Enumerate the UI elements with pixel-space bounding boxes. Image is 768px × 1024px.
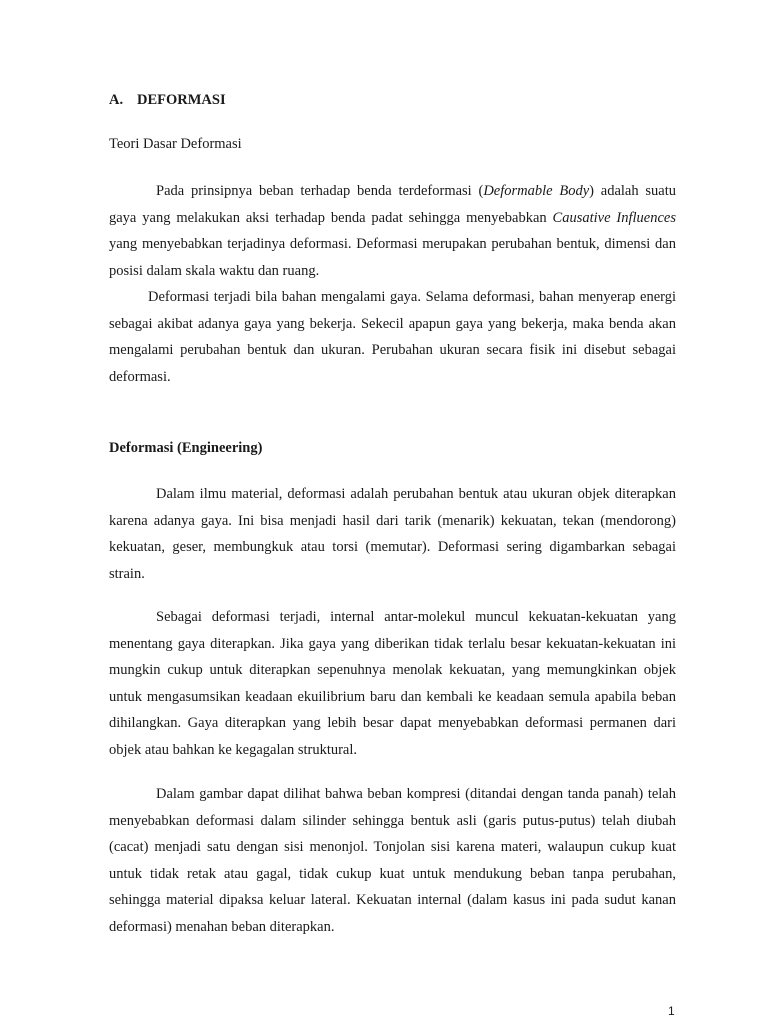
- paragraph-1-text-a: Pada prinsipnya beban terhadap benda terdeformasi (: [156, 183, 484, 199]
- section-number: A.: [109, 92, 124, 108]
- page-number: 1: [668, 1004, 675, 1018]
- section-title-engineering: Deformasi (Engineering): [109, 440, 263, 456]
- paragraph-1-italic-term-b: Causative Influences: [552, 209, 676, 226]
- section-heading: [109, 90, 226, 110]
- section-heading-title: DEFORMASI: [137, 92, 226, 108]
- paragraph-1-italic-term-a: Deformable Body: [483, 183, 590, 199]
- paragraph-1-text-b: ) adalah suatu gaya yang melakukan aksi terhadap benda padat sehingga menyebabkan: [109, 183, 676, 226]
- subtitle: Teori Dasar Deformasi: [109, 136, 242, 152]
- paragraph-2: Deformasi terjadi bila bahan mengalami gaya. Selama deformasi, bahan menyerap energi sebagai akibat adanya gaya yang bekerja. Sekecil apapun gaya yang bekerja, maka benda akan mengalami perubahan bentuk dan ukuran. Perubahan ukuran secara fisik ini disebut sebagai deformasi.: [109, 289, 676, 385]
- paragraph-1-text-c: yang menyebabkan terjadinya deformasi. Deformasi merupakan perubahan bentuk, dimensi dan posisi dalam skala waktu dan ruang.: [109, 236, 676, 279]
- paragraph-3: Dalam ilmu material, deformasi adalah perubahan bentuk atau ukuran objek diterapkan karena adanya gaya. Ini bisa menjadi hasil dari tarik (menarik) kekuatan, tekan (mendorong) kekuatan, geser, membungkuk atau torsi (memutar). Deformasi sering digambarkan sebagai strain.: [109, 486, 676, 582]
- paragraph-4: Sebagai deformasi terjadi, internal antar-molekul muncul kekuatan-kekuatan yang menentang gaya diterapkan. Jika gaya yang diberikan tidak terlalu besar kekuatan-kekuatan ini mungkin cukup untuk diterapkan sepenuhnya menolak kekuatan, yang memungkinkan objek untuk mengasumsikan keadaan ekuilibrium baru dan kembali ke keadaan semula apabila beban dihilangkan. Gaya diterapkan yang lebih besar dapat menyebabkan deformasi permanen dari objek atau bahkan ke kegagalan struktural.: [109, 609, 676, 758]
- paragraph-5: Dalam gambar dapat dilihat bahwa beban kompresi (ditandai dengan tanda panah) telah menyebabkan deformasi dalam silinder sehingga bentuk asli (garis putus-putus) telah diubah (cacat) menjadi satu dengan sisi menonjol. Tonjolan sisi karena materi, walaupun cukup kuat untuk tidak retak atau gagal, tidak cukup kuat untuk mendukung beban tanpa perubahan, sehingga material dipaksa keluar lateral. Kekuatan internal (dalam kasus ini pada sudut kanan deformasi) menahan beban diterapkan.: [109, 786, 676, 935]
- paragraph-1: [109, 178, 676, 284]
